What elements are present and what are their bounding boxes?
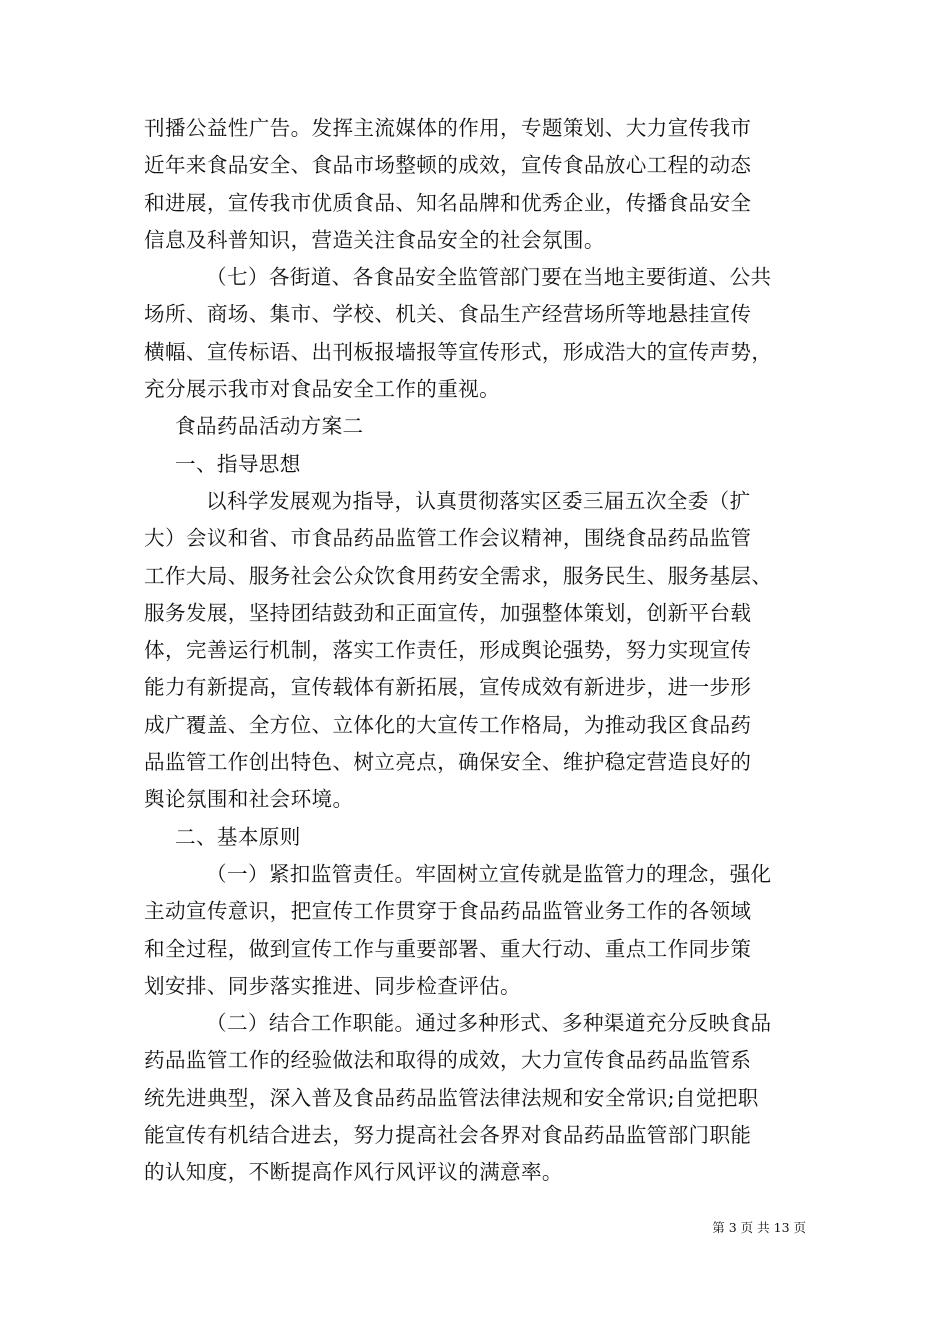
text-line: 统先进典型，深入普及食品药品监管法律法规和安全常识;自觉把职	[144, 1085, 759, 1110]
text-line: 成广覆盖、全方位、立体化的大宣传工作格局，为推动我区食品药	[144, 712, 752, 737]
text-line: 以科学发展观为指导，认真贯彻落实区委三届五次全委（扩	[206, 488, 751, 513]
text-line: 服务发展，坚持团结鼓劲和正面宣传，加强整体策划，创新平台载	[144, 600, 752, 625]
text-line: （七）各街道、各食品安全监管部门要在当地主要街道、公共	[206, 265, 772, 290]
text-line: 能力有新提高，宣传载体有新拓展，宣传成效有新进步，进一步形	[144, 675, 752, 700]
section-heading: 一、指导思想	[175, 451, 301, 476]
text-line: （一）紧扣监管责任。牢固树立宣传就是监管力的理念，强化	[206, 861, 772, 886]
text-line: 近年来食品安全、食品市场整顿的成效，宣传食品放心工程的动态	[144, 153, 752, 178]
text-line: 品监管工作创出特色、树立亮点，确保安全、维护稳定营造良好的	[144, 750, 752, 775]
text-line: 能宣传有机结合进去，努力提高社会各界对食品药品监管部门职能	[144, 1123, 752, 1148]
section-title: 食品药品活动方案二	[175, 414, 364, 439]
text-line: 划安排、同步落实推进、同步检查评估。	[144, 973, 521, 998]
text-line: 场所、商场、集市、学校、机关、食品生产经营场所等地悬挂宣传	[144, 302, 752, 327]
text-line: 的认知度，不断提高作风行风评议的满意率。	[144, 1160, 563, 1185]
text-line: （二）结合工作职能。通过多种形式、多种渠道充分反映食品	[206, 1011, 772, 1036]
text-line: 刊播公益性广告。发挥主流媒体的作用，专题策划、大力宣传我市	[144, 116, 752, 140]
text-line: 体，完善运行机制，落实工作责任，形成舆论强势，努力实现宣传	[144, 638, 752, 663]
text-line: 药品监管工作的经验做法和取得的成效，大力宣传食品药品监管系	[144, 1048, 752, 1073]
text-line: 充分展示我市对食品安全工作的重视。	[144, 377, 501, 402]
text-line: 舆论氛围和社会环境。	[144, 787, 354, 812]
page-number: 第 3 页 共 13 页	[712, 1220, 806, 1235]
text-line: 主动宣传意识，把宣传工作贯穿于食品药品监管业务工作的各领域	[144, 899, 752, 924]
text-line: 大）会议和省、市食品药品监管工作会议精神，围绕食品药品监管	[144, 526, 752, 551]
document-body	[144, 110, 808, 1192]
text-line: 横幅、宣传标语、出刊板报墙报等宣传形式，形成浩大的宣传声势，	[144, 339, 773, 364]
text-line: 和全过程，做到宣传工作与重要部署、重大行动、重点工作同步策	[144, 936, 752, 961]
text-line: 信息及科普知识，营造关注食品安全的社会氛围。	[144, 227, 605, 252]
section-heading: 二、基本原则	[175, 824, 301, 849]
text-line: 和进展，宣传我市优质食品、知名品牌和优秀企业，传播食品安全	[144, 190, 752, 215]
text-line: 工作大局、服务社会公众饮食用药安全需求，服务民生、服务基层、	[144, 563, 773, 588]
